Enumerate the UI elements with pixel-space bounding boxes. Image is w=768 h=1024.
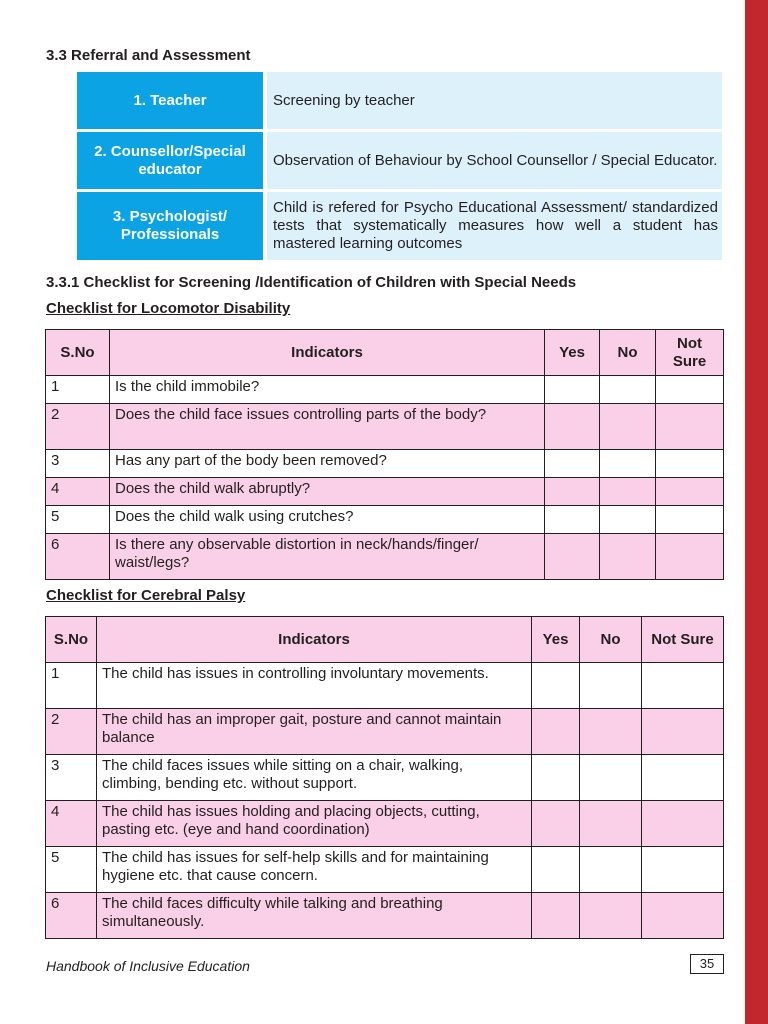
no-cell[interactable] [600, 534, 656, 580]
not-sure-cell[interactable] [642, 847, 724, 893]
not-sure-cell[interactable] [656, 376, 724, 404]
row-indicator: The child has an improper gait, posture and cannot maintain balance [97, 709, 532, 755]
no-cell[interactable] [600, 404, 656, 450]
yes-cell[interactable] [532, 755, 580, 801]
row-indicator: The child has issues for self-help skills and for maintaining hygiene etc. that cause concern. [97, 847, 532, 893]
row-number: 5 [46, 506, 110, 534]
referral-role: 1. Teacher [77, 72, 267, 129]
not-sure-cell[interactable] [656, 450, 724, 478]
row-indicator: Is the child immobile? [110, 376, 545, 404]
row-indicator: The child faces difficulty while talking and breathing simultaneously. [97, 893, 532, 939]
not-sure-cell[interactable] [642, 755, 724, 801]
header-sno: S.No [46, 617, 97, 663]
footer-book-title: Handbook of Inclusive Education [46, 958, 250, 974]
yes-cell[interactable] [532, 709, 580, 755]
not-sure-cell[interactable] [642, 663, 724, 709]
not-sure-cell[interactable] [656, 534, 724, 580]
side-accent-bar [745, 0, 768, 1024]
table-row [46, 847, 724, 893]
row-number: 3 [46, 450, 110, 478]
no-cell[interactable] [580, 663, 642, 709]
header-not-sure: Not Sure [642, 617, 724, 663]
table-row [46, 404, 724, 450]
row-number: 6 [46, 534, 110, 580]
row-indicator: Does the child walk abruptly? [110, 478, 545, 506]
referral-row [77, 192, 722, 260]
table-row [46, 376, 724, 404]
row-number: 2 [46, 709, 97, 755]
locomotor-checklist-table [45, 329, 724, 580]
yes-cell[interactable] [532, 893, 580, 939]
yes-cell[interactable] [532, 847, 580, 893]
not-sure-cell[interactable] [642, 709, 724, 755]
row-indicator: Does the child face issues controlling parts of the body? [110, 404, 545, 450]
table-row [46, 893, 724, 939]
cerebral-palsy-checklist-title: Checklist for Cerebral Palsy [46, 587, 246, 604]
row-indicator: The child has issues holding and placing objects, cutting, pasting etc. (eye and hand coordination) [97, 801, 532, 847]
row-number: 1 [46, 376, 110, 404]
not-sure-cell[interactable] [656, 478, 724, 506]
no-cell[interactable] [580, 709, 642, 755]
yes-cell[interactable] [545, 506, 600, 534]
header-indicators: Indicators [97, 617, 532, 663]
row-number: 6 [46, 893, 97, 939]
yes-cell[interactable] [532, 663, 580, 709]
row-number: 1 [46, 663, 97, 709]
cerebral-palsy-checklist-table [45, 616, 724, 939]
row-number: 4 [46, 801, 97, 847]
not-sure-cell[interactable] [642, 801, 724, 847]
not-sure-cell[interactable] [656, 404, 724, 450]
referral-role: 2. Counsellor/Special educator [77, 132, 267, 189]
header-indicators: Indicators [110, 330, 545, 376]
yes-cell[interactable] [545, 478, 600, 506]
referral-row [77, 72, 722, 132]
no-cell[interactable] [580, 755, 642, 801]
referral-description: Child is refered for Psycho Educational Assessment/ standardized tests that systematically measures how well a student has mastered learning outcomes [267, 192, 722, 260]
table-row [46, 506, 724, 534]
header-sno: S.No [46, 330, 110, 376]
table-row [46, 663, 724, 709]
header-no: No [580, 617, 642, 663]
table-row [46, 450, 724, 478]
not-sure-cell[interactable] [642, 893, 724, 939]
locomotor-checklist-title: Checklist for Locomotor Disability [46, 300, 291, 317]
no-cell[interactable] [600, 450, 656, 478]
header-not-sure: Not Sure [656, 330, 724, 376]
header-yes: Yes [532, 617, 580, 663]
row-indicator: The child has issues in controlling involuntary movements. [97, 663, 532, 709]
row-indicator: The child faces issues while sitting on a chair, walking, climbing, bending etc. without support. [97, 755, 532, 801]
table-header-row [46, 617, 724, 663]
page-number: 35 [690, 954, 724, 974]
no-cell[interactable] [580, 847, 642, 893]
row-indicator: Has any part of the body been removed? [110, 450, 545, 478]
no-cell[interactable] [600, 506, 656, 534]
referral-description: Screening by teacher [267, 72, 722, 129]
referral-role: 3. Psychologist/ Professionals [77, 192, 267, 260]
no-cell[interactable] [600, 376, 656, 404]
no-cell[interactable] [580, 801, 642, 847]
referral-row [77, 132, 722, 192]
yes-cell[interactable] [532, 801, 580, 847]
no-cell[interactable] [600, 478, 656, 506]
table-row [46, 801, 724, 847]
row-number: 5 [46, 847, 97, 893]
row-indicator: Does the child walk using crutches? [110, 506, 545, 534]
referral-description: Observation of Behaviour by School Counsellor / Special Educator. [267, 132, 722, 189]
yes-cell[interactable] [545, 534, 600, 580]
table-row [46, 709, 724, 755]
row-number: 4 [46, 478, 110, 506]
referral-table [77, 72, 722, 260]
table-row [46, 755, 724, 801]
header-yes: Yes [545, 330, 600, 376]
yes-cell[interactable] [545, 404, 600, 450]
table-header-row [46, 330, 724, 376]
not-sure-cell[interactable] [656, 506, 724, 534]
row-indicator: Is there any observable distortion in neck/hands/finger/ waist/legs? [110, 534, 545, 580]
no-cell[interactable] [580, 893, 642, 939]
subsection-heading: 3.3.1 Checklist for Screening /Identification of Children with Special Needs [46, 274, 577, 291]
table-row [46, 478, 724, 506]
yes-cell[interactable] [545, 376, 600, 404]
header-no: No [600, 330, 656, 376]
section-heading: 3.3 Referral and Assessment [46, 47, 251, 64]
table-row [46, 534, 724, 580]
row-number: 2 [46, 404, 110, 450]
yes-cell[interactable] [545, 450, 600, 478]
row-number: 3 [46, 755, 97, 801]
